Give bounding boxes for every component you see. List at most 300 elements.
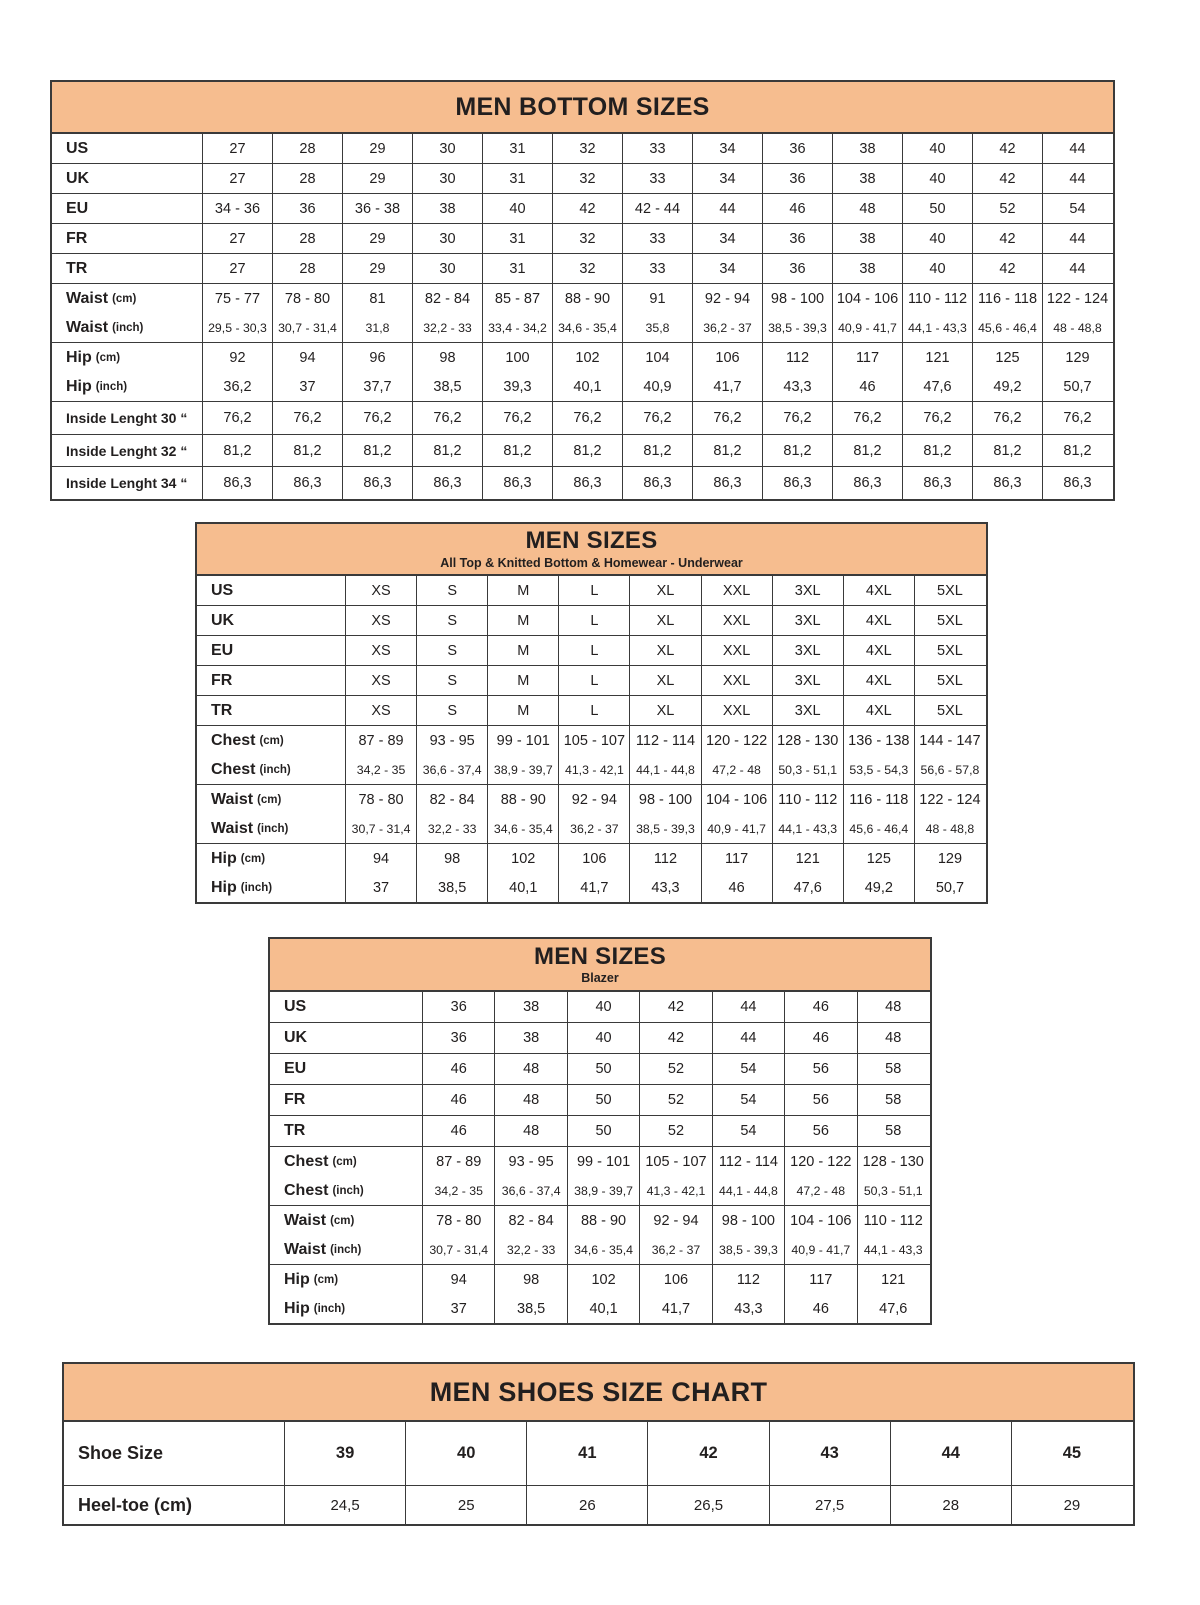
table-cell: 116 - 118 [843,785,914,814]
row-label-text: Chest [284,1152,329,1170]
row-label-unit: (inch) [240,881,273,894]
table-row [197,576,986,605]
table-cell: 81,2 [832,435,902,467]
table-cell: 36 - 38 [342,194,412,223]
table-row-group [197,784,986,843]
table-cell: 50 [567,1116,639,1146]
table-cell: 36,2 - 37 [639,1235,711,1264]
table-cell: 110 - 112 [772,785,843,814]
row-label-text: Hip [284,1299,310,1317]
table-cell: 53,5 - 54,3 [843,755,914,784]
table-cell: 36,2 - 37 [692,313,762,342]
table-row-group [197,665,986,695]
table-cell: 4XL [843,666,914,695]
table-cell: 78 - 80 [272,284,342,313]
row-label-unit: (cm) [313,1273,339,1286]
men-top-sizes-table [195,522,988,904]
table-cell: 76,2 [622,402,692,434]
table-cell: 50 [902,194,972,223]
table-row-group [52,466,1113,499]
table-cell: 32 [552,254,622,283]
row-label [52,343,202,372]
table-cell: 43,3 [762,372,832,401]
table-cell: 44 [1042,134,1112,163]
table-cell: 48 [832,194,902,223]
row-label [197,785,345,814]
table-cell: XL [629,666,700,695]
table-cell: 120 - 122 [784,1147,856,1176]
table-cell: 54 [712,1054,784,1084]
row-label [197,814,345,843]
table-cell: 81,2 [412,435,482,467]
table-cell: 38,5 [412,372,482,401]
table-cell: 44 [890,1422,1011,1485]
table-cell: XXL [701,696,772,725]
table-cell: 5XL [914,636,985,665]
table-cell: 44,1 - 43,3 [902,313,972,342]
table-cell: 86,3 [832,467,902,499]
table-cell: 81,2 [482,435,552,467]
table-cell: 81,2 [1042,435,1112,467]
table-cell: 34 [692,164,762,193]
table-cell: 56 [784,1085,856,1115]
table-cell: 41,7 [639,1294,711,1323]
table-cell: 40 [567,992,639,1022]
table-cell: 40,9 - 41,7 [832,313,902,342]
table-cell: 36,2 - 37 [558,814,629,843]
table-cell: 48 - 48,8 [914,814,985,843]
table-cell: 128 - 130 [772,726,843,755]
table-cell: 28 [272,164,342,193]
row-label-unit: (cm) [259,734,284,747]
table-cell: 29 [342,134,412,163]
table-cell: S [416,666,487,695]
table-cell: 121 [857,1265,929,1294]
men-blazer-sizes-table [268,937,932,1325]
table-row [270,1294,930,1323]
table-cell: 92 [202,343,272,372]
table-cell: 86,3 [692,467,762,499]
table-row [197,666,986,695]
table-row-group [52,342,1113,401]
row-label [52,313,202,342]
table-row [52,467,1113,499]
table-cell: 50,7 [1042,372,1112,401]
table-cell: 35,8 [622,313,692,342]
table-row [270,1147,930,1176]
table-cell: 27 [202,224,272,253]
table-cell: 40 [405,1422,526,1485]
table-row-group [197,843,986,902]
table-cell: 86,3 [902,467,972,499]
table-row [52,284,1113,313]
table-row-group [52,283,1113,342]
table-cell: 42 [647,1422,768,1485]
table-cell: 46 [422,1116,494,1146]
table-cell: 25 [405,1486,526,1524]
table-cell: 49,2 [972,372,1042,401]
table-cell: 36,2 [202,372,272,401]
table-cell: 45,6 - 46,4 [972,313,1042,342]
table-title-bar [64,1364,1133,1422]
row-label-unit: (inch) [313,1302,346,1315]
table-row-group [197,725,986,784]
table-row [197,696,986,725]
table-cell: 104 - 106 [784,1206,856,1235]
table-cell: 110 - 112 [857,1206,929,1235]
table-row [52,435,1113,467]
table-cell: 38 [832,224,902,253]
table-cell: 81,2 [902,435,972,467]
table-cell: 54 [712,1085,784,1115]
table-cell: 45,6 - 46,4 [843,814,914,843]
row-label-unit: (cm) [112,292,137,305]
table-cell: 75 - 77 [202,284,272,313]
table-cell: 76,2 [972,402,1042,434]
table-cell: 4XL [843,636,914,665]
table-cell: 76,2 [1042,402,1112,434]
row-label-unit: (inch) [257,822,289,835]
table-row [52,343,1113,372]
table-cell: 78 - 80 [345,785,416,814]
table-cell: 38 [412,194,482,223]
table-cell: 102 [567,1265,639,1294]
table-cell: 34 [692,224,762,253]
table-cell: M [487,666,558,695]
table-cell: 86,3 [622,467,692,499]
table-cell: 58 [857,1054,929,1084]
table-cell: 47,6 [857,1294,929,1323]
table-cell: 76,2 [412,402,482,434]
table-cell: 99 - 101 [487,726,558,755]
table-cell: 88 - 90 [487,785,558,814]
table-row [197,844,986,873]
table-cell: XXL [701,606,772,635]
table-cell: 30 [412,134,482,163]
table-cell: M [487,696,558,725]
table-cell: 86,3 [552,467,622,499]
row-label [197,755,345,784]
table-cell: 30 [412,254,482,283]
table-row [52,224,1113,253]
table-cell: 38 [832,254,902,283]
table-cell: 112 [712,1265,784,1294]
table-cell: 29 [342,164,412,193]
table-cell: 46 [762,194,832,223]
table-cell: XL [629,606,700,635]
table-cell: 42 [639,1023,711,1053]
table-cell: 120 - 122 [701,726,772,755]
row-label-text: Hip [284,1270,310,1288]
table-cell: 28 [272,134,342,163]
table-cell: 5XL [914,666,985,695]
row-label [64,1486,284,1524]
row-label-unit: (cm) [95,351,121,364]
table-row-group [52,434,1113,467]
table-cell: 46 [422,1054,494,1084]
table-cell: 50 [567,1054,639,1084]
table-cell: 91 [622,284,692,313]
table-cell: 40 [902,224,972,253]
table-cell: 47,2 - 48 [784,1176,856,1205]
row-label-text: Chest [211,731,256,749]
table-cell: 39,3 [482,372,552,401]
table-row [197,785,986,814]
table-cell: 34 [692,254,762,283]
table-cell: 28 [890,1486,1011,1524]
table-cell: 102 [487,844,558,873]
table-cell: 81,2 [202,435,272,467]
table-cell: 40,1 [552,372,622,401]
table-row [52,254,1113,283]
table-row-group [64,1422,1133,1485]
table-cell: 50,7 [914,873,985,902]
table-row [197,814,986,843]
table-cell: M [487,606,558,635]
table-title: MEN SIZES [533,942,667,970]
table-cell: 33 [622,254,692,283]
table-cell: 88 - 90 [567,1206,639,1235]
table-row [52,164,1113,193]
table-cell: 46 [784,1294,856,1323]
table-row [64,1422,1133,1485]
table-cell: L [558,636,629,665]
table-cell: M [487,636,558,665]
table-cell: 121 [772,844,843,873]
table-cell: 47,2 - 48 [701,755,772,784]
table-row [52,194,1113,223]
table-cell: 81,2 [622,435,692,467]
table-row-group [270,1146,930,1205]
row-label-unit: (inch) [112,321,144,334]
row-label-text: US [66,139,89,157]
table-cell: 112 [762,343,832,372]
table-cell: 48 [494,1085,566,1115]
row-label-text: Hip [211,849,237,867]
row-label-text: Chest [211,760,256,778]
table-cell: 87 - 89 [422,1147,494,1176]
table-cell: 36,6 - 37,4 [494,1176,566,1205]
table-cell: S [416,636,487,665]
row-label [270,1085,422,1115]
row-label [52,284,202,313]
table-cell: 94 [272,343,342,372]
table-row-group [270,1053,930,1084]
table-row [52,313,1113,342]
table-cell: 44,1 - 43,3 [857,1235,929,1264]
table-cell: 110 - 112 [902,284,972,313]
table-cell: 98 [416,844,487,873]
table-cell: 40 [902,254,972,283]
table-cell: 87 - 89 [345,726,416,755]
table-cell: 105 - 107 [639,1147,711,1176]
table-cell: 39 [284,1422,405,1485]
table-cell: 27 [202,134,272,163]
table-cell: S [416,696,487,725]
row-label-text: FR [284,1091,306,1108]
row-label-text: Hip [66,377,92,395]
table-cell: 81,2 [272,435,342,467]
row-label-text: Hip [66,348,92,366]
table-row [270,1023,930,1053]
table-cell: 106 [558,844,629,873]
table-cell: 41,3 - 42,1 [558,755,629,784]
table-cell: 125 [972,343,1042,372]
table-cell: 34,6 - 35,4 [567,1235,639,1264]
table-cell: 42 [972,254,1042,283]
row-label [270,992,422,1022]
table-cell: 33 [622,224,692,253]
table-cell: 46 [784,1023,856,1053]
row-label-text: FR [66,229,88,247]
table-cell: 96 [342,343,412,372]
table-cell: 37 [272,372,342,401]
table-cell: 117 [784,1265,856,1294]
table-row [270,992,930,1022]
table-cell: 44 [1042,224,1112,253]
table-cell: 41,7 [692,372,762,401]
table-cell: 54 [1042,194,1112,223]
table-cell: 40 [902,164,972,193]
table-title-bar [52,82,1113,134]
table-cell: 104 - 106 [832,284,902,313]
row-label-text: Waist [284,1240,327,1258]
table-cell: 31 [482,254,552,283]
table-cell: 144 - 147 [914,726,985,755]
table-cell: 30,7 - 31,4 [422,1235,494,1264]
table-row-group [52,134,1113,163]
table-cell: 52 [972,194,1042,223]
row-label [64,1422,284,1485]
table-cell: 4XL [843,606,914,635]
table-cell: XL [629,696,700,725]
table-cell: XXL [701,576,772,605]
table-cell: 34 - 36 [202,194,272,223]
row-label [270,1294,422,1323]
table-cell: 3XL [772,576,843,605]
row-label [270,1235,422,1264]
table-cell: 117 [701,844,772,873]
row-label [270,1206,422,1235]
table-cell: 31,8 [342,313,412,342]
table-cell: 98 - 100 [712,1206,784,1235]
table-cell: XS [345,576,416,605]
row-label-text: US [284,998,307,1015]
table-cell: 33 [622,164,692,193]
row-label [270,1147,422,1176]
table-cell: 92 - 94 [692,284,762,313]
table-cell: 44,1 - 43,3 [772,814,843,843]
table-cell: 29 [342,254,412,283]
row-label-text: EU [66,199,89,217]
table-cell: 3XL [772,636,843,665]
row-label-text: UK [66,169,90,187]
table-row-group [52,253,1113,283]
men-bottom-sizes-table [50,80,1115,501]
row-label-text: TR [66,259,88,277]
table-cell: 48 [494,1116,566,1146]
row-label [52,164,202,193]
table-cell: 98 - 100 [762,284,832,313]
table-cell: 48 - 48,8 [1042,313,1112,342]
table-cell: 78 - 80 [422,1206,494,1235]
table-row [270,1085,930,1115]
table-cell: 34,6 - 35,4 [487,814,558,843]
table-cell: 30,7 - 31,4 [345,814,416,843]
table-cell: 93 - 95 [494,1147,566,1176]
table-cell: 29 [1011,1486,1132,1524]
table-cell: 4XL [843,696,914,725]
table-cell: 36 [422,992,494,1022]
row-label-text: Shoe Size [78,1443,164,1463]
table-cell: 105 - 107 [558,726,629,755]
table-cell: M [487,576,558,605]
table-cell: 112 - 114 [629,726,700,755]
table-cell: 29,5 - 30,3 [202,313,272,342]
table-cell: 112 [629,844,700,873]
table-cell: 82 - 84 [412,284,482,313]
table-cell: 40,1 [487,873,558,902]
table-subtitle: All Top & Knitted Bottom & Homewear - Underwear [440,555,743,570]
table-cell: 76,2 [552,402,622,434]
row-label [270,1023,422,1053]
table-cell: 36 [762,224,832,253]
table-cell: 76,2 [692,402,762,434]
table-cell: 46 [422,1085,494,1115]
row-label [270,1265,422,1294]
table-row [197,755,986,784]
table-cell: 33,4 - 34,2 [482,313,552,342]
row-label-unit: (inch) [332,1184,364,1197]
table-cell: 52 [639,1085,711,1115]
table-title-bar [270,939,930,992]
table-cell: 38,5 [494,1294,566,1323]
table-cell: 98 [412,343,482,372]
table-cell: 38,5 [416,873,487,902]
row-label-text: Inside Lenght 34 “ [66,475,188,492]
table-row-group [270,992,930,1022]
table-cell: 86,3 [412,467,482,499]
table-cell: 32 [552,224,622,253]
row-label-text: Waist [66,289,109,307]
table-cell: 31 [482,134,552,163]
table-cell: 43,3 [712,1294,784,1323]
table-cell: 86,3 [202,467,272,499]
table-cell: 47,6 [772,873,843,902]
row-label-text: Inside Lenght 32 “ [66,442,188,459]
table-cell: L [558,576,629,605]
table-cell: 37 [422,1294,494,1323]
table-cell: 42 [972,164,1042,193]
table-row-group [270,1084,930,1115]
table-cell: 31 [482,224,552,253]
table-cell: 76,2 [902,402,972,434]
table-cell: 48 [857,992,929,1022]
row-label [52,435,202,467]
table-cell: 81,2 [552,435,622,467]
table-cell: 26 [526,1486,647,1524]
table-row-group [197,695,986,725]
table-row [197,873,986,902]
table-cell: 94 [345,844,416,873]
table-cell: 86,3 [762,467,832,499]
table-cell: 44,1 - 44,8 [629,755,700,784]
table-cell: 38,5 - 39,3 [712,1235,784,1264]
table-cell: 3XL [772,606,843,635]
row-label [197,696,345,725]
table-cell: 5XL [914,606,985,635]
table-cell: 30,7 - 31,4 [272,313,342,342]
